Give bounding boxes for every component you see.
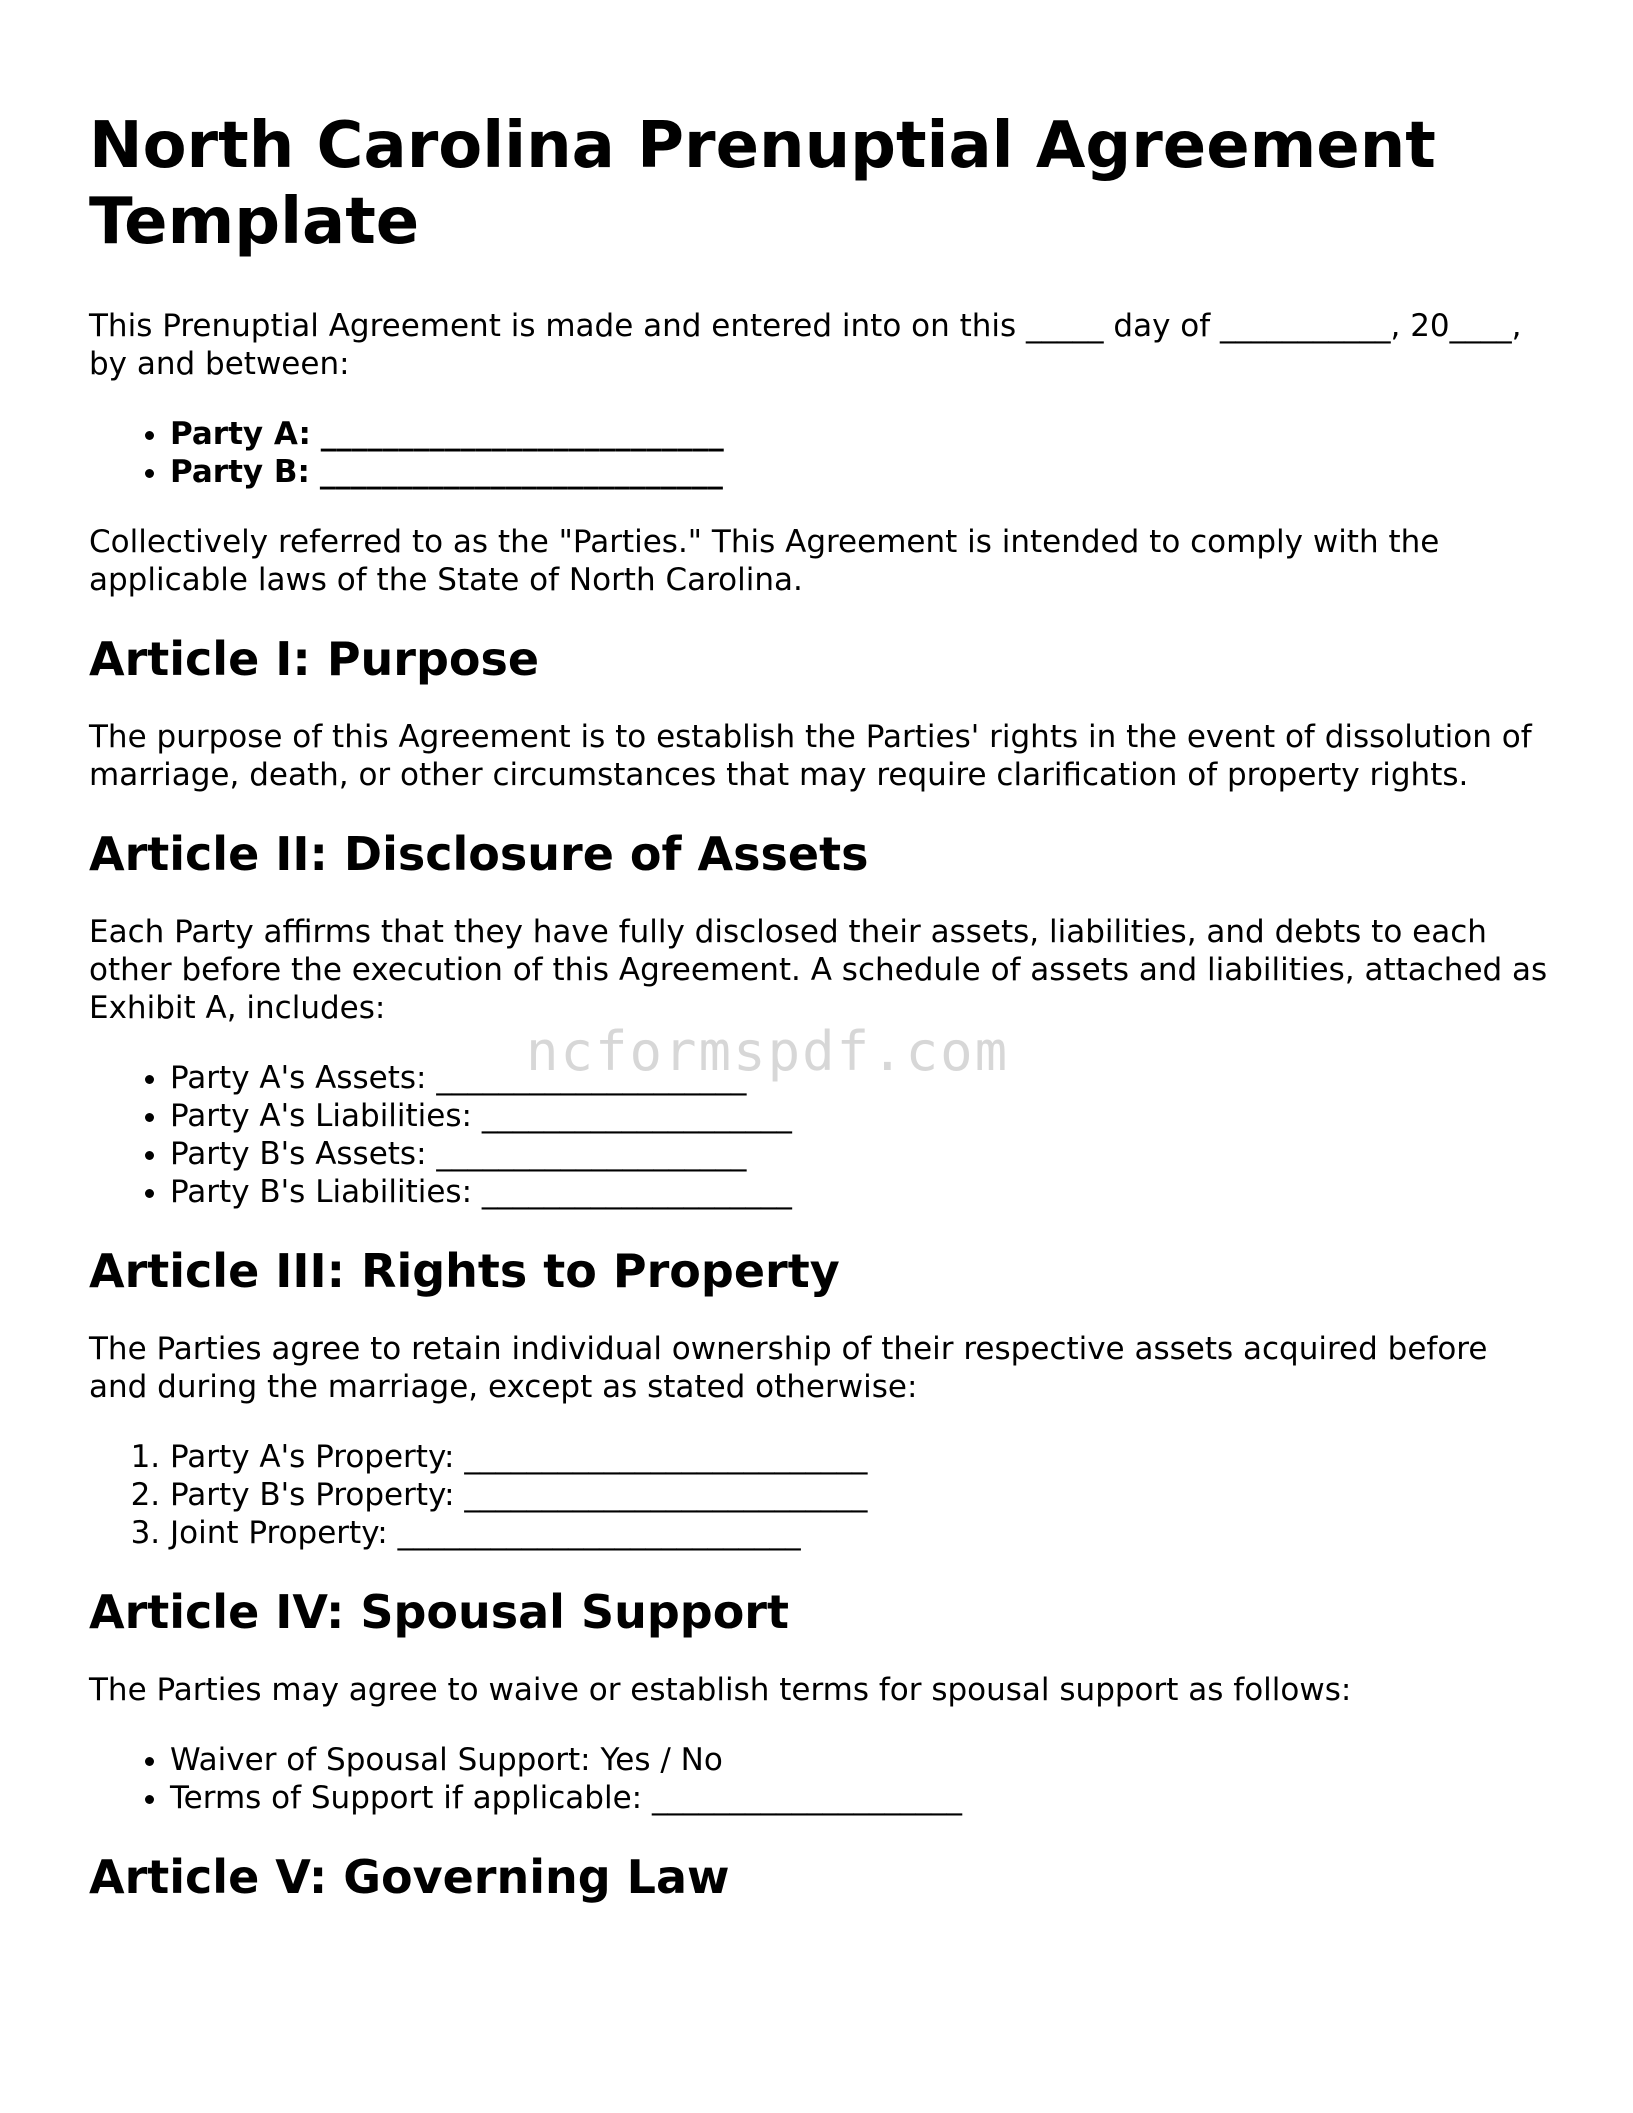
article-2-text: Each Party affirms that they have fully disclosed their assets, liabilities, and debts to each other before the execution of this Agreement. A schedule of assets and liabilities, attached as Exhibit A, includes:	[89, 914, 1548, 1026]
document-title: North Carolina Prenuptial Agreement Template	[89, 109, 1436, 259]
watermark: ncformspdf.com	[526, 1020, 1010, 1083]
document-page	[89, 108, 1549, 1936]
article-4-text: The Parties may agree to waive or establish terms for spousal support as follows:	[89, 1672, 1352, 1708]
list-item: • Party A's Liabilities: ____________________	[170, 1097, 1549, 1135]
assets-list	[89, 1059, 1549, 1211]
party-b-blank: __________________________	[319, 454, 723, 490]
party-a-blank: __________________________	[320, 416, 724, 452]
support-list	[89, 1741, 1549, 1817]
list-item: 3. Joint Property: __________________________	[170, 1514, 1549, 1552]
article-2-heading: Article II: Disclosure of Assets	[89, 827, 869, 881]
party-b-label: Party B:	[170, 454, 310, 490]
property-list	[89, 1438, 1549, 1552]
list-item	[170, 415, 1549, 453]
list-item: 2. Party B's Property: __________________________	[170, 1476, 1549, 1514]
list-item	[170, 453, 1549, 491]
party-a-label: Party A:	[170, 416, 311, 452]
list-item: • Waiver of Spousal Support: Yes / No	[170, 1741, 1549, 1779]
article-3-heading: Article III: Rights to Property	[89, 1244, 840, 1298]
list-item: • Party A's Assets: ____________________	[170, 1059, 1549, 1097]
collective-paragraph: Collectively referred to as the "Parties." This Agreement is intended to comply with the applicable laws of the State of North Carolina.	[89, 524, 1440, 598]
parties-list	[89, 415, 1549, 491]
article-1-heading: Article I: Purpose	[89, 632, 540, 686]
list-item: 1. Party A's Property: __________________________	[170, 1438, 1549, 1476]
article-3-text: The Parties agree to retain individual ownership of their respective assets acquired before and during the marriage, except as stated otherwise:	[89, 1331, 1488, 1405]
article-4-heading: Article IV: Spousal Support	[89, 1585, 789, 1639]
article-5-heading: Article V: Governing Law	[89, 1850, 730, 1904]
list-item: • Terms of Support if applicable: ____________________	[170, 1779, 1549, 1817]
intro-paragraph: This Prenuptial Agreement is made and entered into on this _____ day of ___________, 20____, by and between:	[89, 308, 1522, 382]
article-1-text: The purpose of this Agreement is to establish the Parties' rights in the event of dissolution of marriage, death, or other circumstances that may require clarification of property rights.	[89, 719, 1532, 793]
list-item: • Party B's Assets: ____________________	[170, 1135, 1549, 1173]
list-item: • Party B's Liabilities: ____________________	[170, 1173, 1549, 1211]
